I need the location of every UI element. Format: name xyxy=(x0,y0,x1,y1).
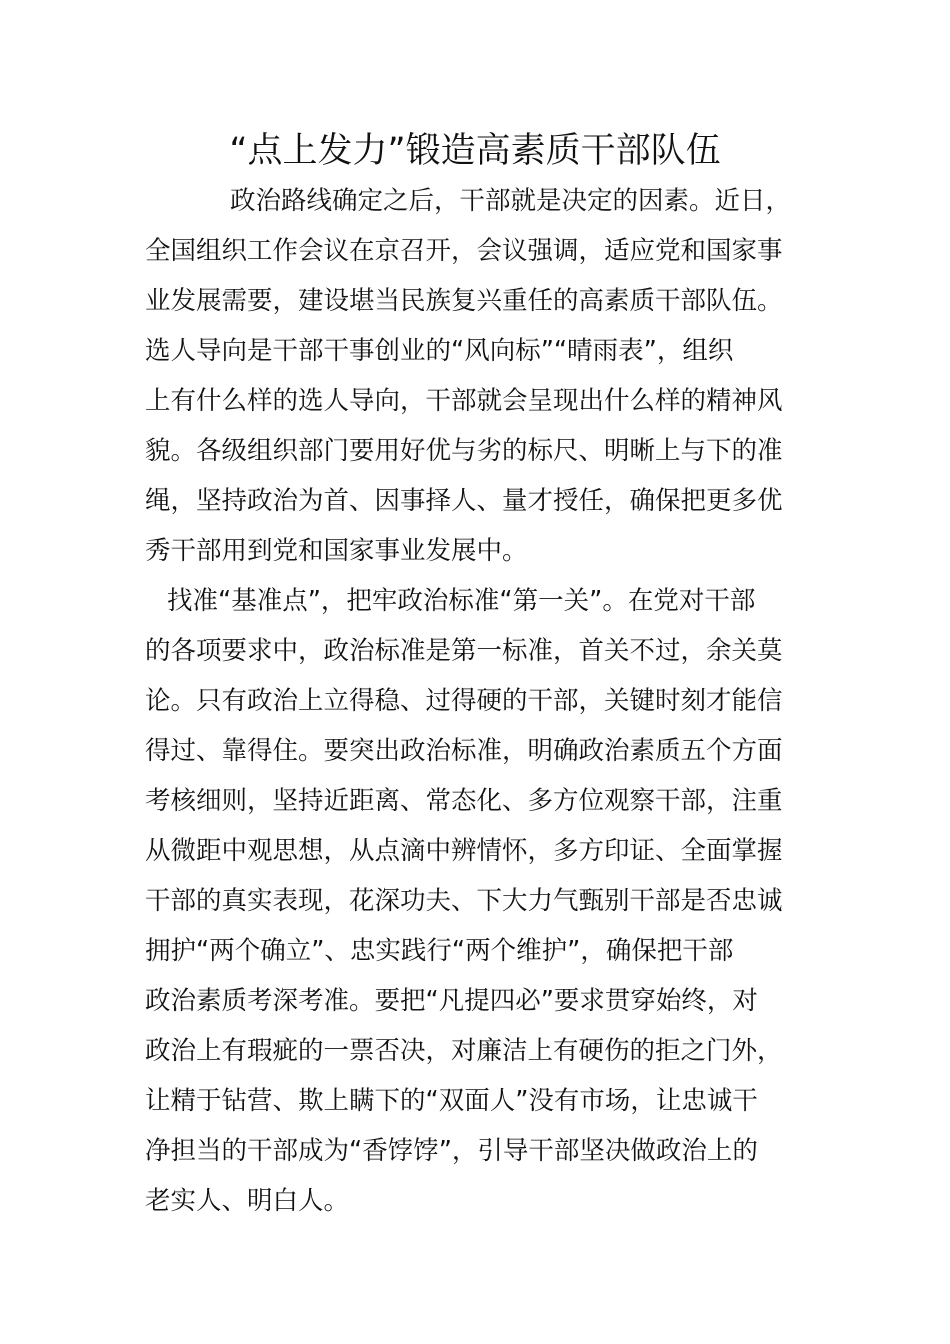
paragraph-line: 拥护“两个确立”、忠实践行“两个维护”，确保把干部 xyxy=(145,936,734,966)
paragraph-line: 考核细则，坚持近距离、常态化、多方位观察干部，注重 xyxy=(145,786,783,816)
paragraph-line: 绳，坚持政治为首、因事择人、量才授任，确保把更多优 xyxy=(145,486,783,516)
paragraph-line: 得过、靠得住。要突出政治标准，明确政治素质五个方面 xyxy=(145,736,783,766)
paragraph-line: 的各项要求中，政治标准是第一标准，首关不过，余关莫 xyxy=(145,636,783,666)
paragraph-line: 政治上有瑕疵的一票否决，对廉洁上有硬伤的拒之门外， xyxy=(145,1036,783,1066)
paragraph-line: 上有什么样的选人导向，干部就会呈现出什么样的精神风 xyxy=(145,386,783,416)
paragraph-line: 政治素质考深考准。要把“凡提四必”要求贯穿始终，对 xyxy=(145,986,758,1016)
paragraph-line: 老实人、明白人。 xyxy=(145,1186,350,1216)
paragraph-line: 业发展需要，建设堪当民族复兴重任的高素质干部队伍。 xyxy=(145,286,783,316)
document-title: “点上发力”锻造高素质干部队伍 xyxy=(229,131,721,171)
paragraph-line: 貌。各级组织部门要用好优与劣的标尺、明晰上与下的准 xyxy=(145,436,783,466)
paragraph-line: 政治路线确定之后，干部就是决定的因素。近日， xyxy=(230,186,792,216)
document-body xyxy=(145,176,807,1226)
paragraph-line: 从微距中观思想，从点滴中辨情怀，多方印证、全面掌握 xyxy=(145,836,783,866)
paragraph-line: 让精于钻营、欺上瞒下的“双面人”没有市场，让忠诚干 xyxy=(145,1086,758,1116)
paragraph-line: 净担当的干部成为“香饽饽”，引导干部坚决做政治上的 xyxy=(145,1136,758,1166)
paragraph-line: 秀干部用到党和国家事业发展中。 xyxy=(145,536,528,566)
paragraph-line: 干部的真实表现，花深功夫、下大力气甄别干部是否忠诚 xyxy=(145,886,783,916)
paragraph-line: 找准“基准点”，把牢政治标准“第一关”。在党对干部 xyxy=(167,586,756,616)
paragraph-line: 全国组织工作会议在京召开，会议强调，适应党和国家事 xyxy=(145,236,783,266)
paragraph-line: 选人导向是干部干事创业的“风向标”“晴雨表”，组织 xyxy=(145,336,734,366)
paragraph-line: 论。只有政治上立得稳、过得硬的干部，关键时刻才能信 xyxy=(145,686,783,716)
